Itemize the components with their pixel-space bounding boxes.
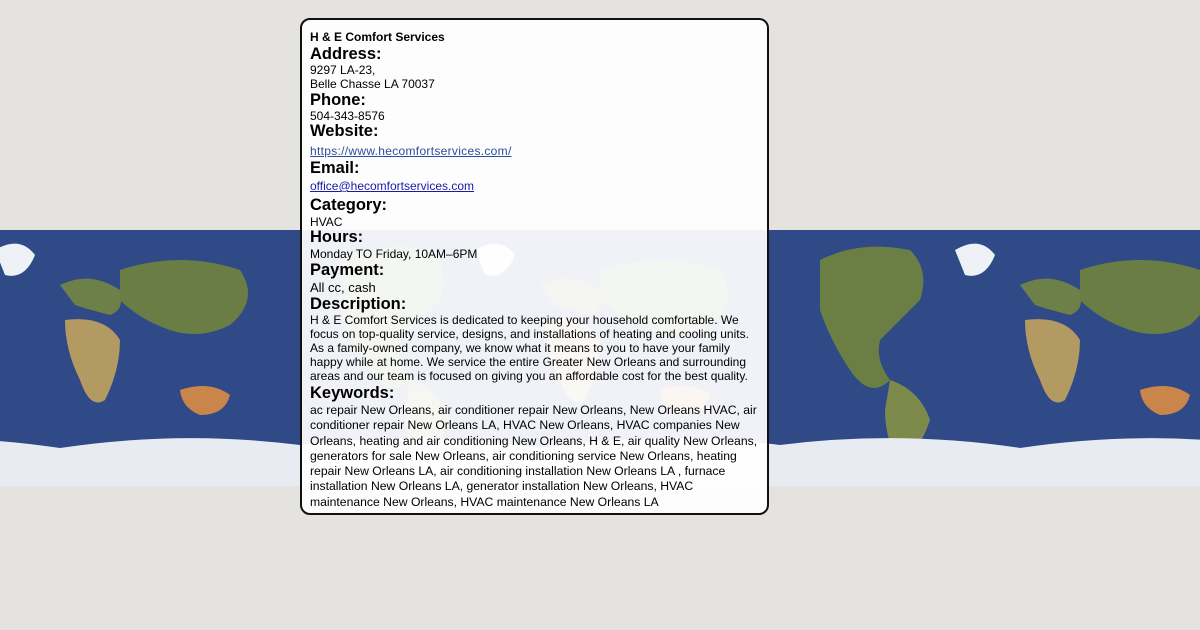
description-text: H & E Comfort Services is dedicated to keeping your household comfortable. We focus on top-quality service, designs, and installations of heating and cooling units. As a family-owned company, we know what it means to you to have your family happy while at home. We service the entire Greater New Orleans and surrounding areas and our team is focused on giving you an affordable cost for the best quality. [310, 313, 749, 383]
phone-value: 504-343-8576 [310, 109, 385, 123]
hours-heading: Hours: [310, 228, 364, 246]
address-line1: 9297 LA-23, [310, 63, 376, 77]
payment-heading: Payment: [310, 261, 385, 279]
category-value: HVAC [310, 215, 343, 229]
email-link[interactable]: office@hecomfortservices.com [310, 179, 475, 193]
email-heading: Email: [310, 159, 360, 177]
hours-value: Monday TO Friday, 10AM–6PM [310, 247, 478, 261]
phone-heading: Phone: [310, 91, 366, 109]
world-map-image [0, 230, 300, 486]
payment-value: All cc, cash [310, 280, 376, 295]
description-heading: Description: [310, 295, 407, 313]
address-line2: Belle Chasse LA 70037 [310, 77, 435, 91]
keywords-text: ac repair New Orleans, air conditioner repair New Orleans, New Orleans HVAC, air conditioner repair New Orleans LA, HVAC New Orleans, HVAC companies New Orleans, heating and air conditioning New Orleans, H & E, air quality New Orleans, generators for sale New Orleans, air conditioning service New Orleans, heating repair New Orleans LA, air conditioning installation New Orleans LA , furnace installation New Orleans LA, generator installation New Orleans, HVAC maintenance New Orleans, HVAC maintenance New Orleans LA [310, 403, 758, 509]
website-link[interactable]: https://www.hecomfortservices.com/ [310, 144, 512, 158]
world-map-image [780, 230, 1200, 486]
category-heading: Category: [310, 196, 388, 214]
keywords-heading: Keywords: [310, 384, 395, 402]
website-heading: Website: [310, 122, 379, 140]
business-info-card [300, 18, 769, 515]
business-name: H & E Comfort Services [310, 30, 445, 44]
address-heading: Address: [310, 45, 382, 63]
